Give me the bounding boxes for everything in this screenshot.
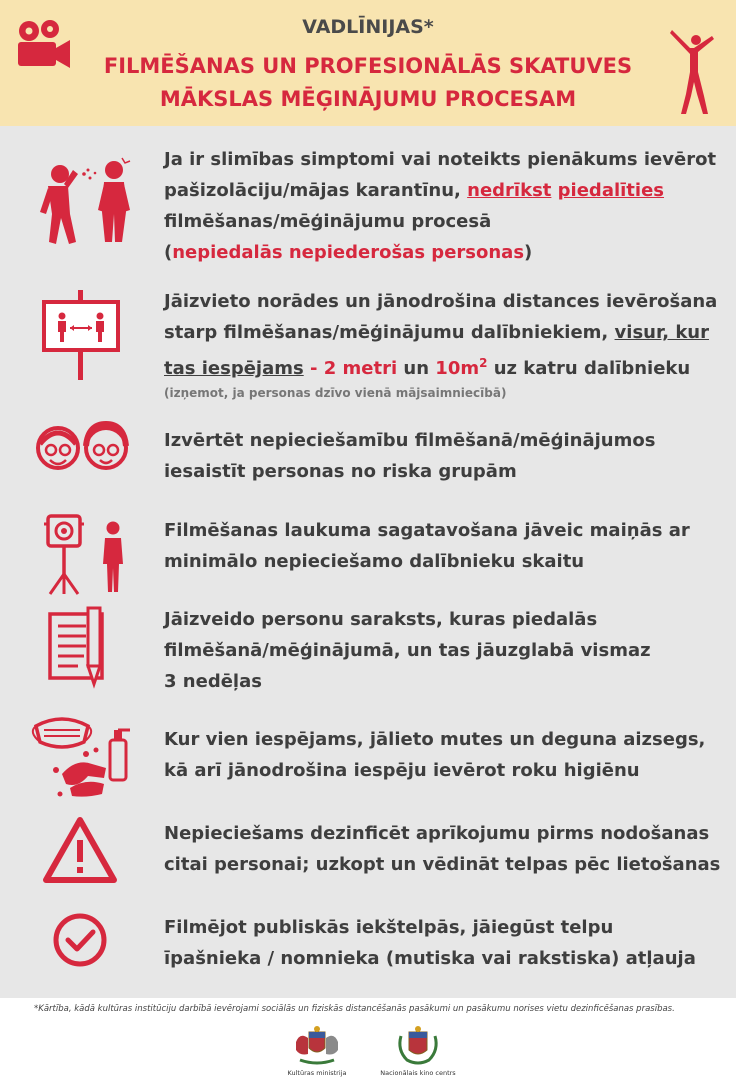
not-allowed-text: nedrīkst	[467, 180, 552, 201]
guideline-7-line-1: Nepieciešams dezinficēt aprīkojumu pirms nodošanas	[164, 823, 710, 844]
latvia-coat-of-arms-icon	[292, 1024, 342, 1068]
per-participant-text: uz katru dalībnieku	[487, 358, 691, 379]
guideline-8	[164, 912, 724, 974]
guideline-6-line-1: Kur vien iespējams, jālieto mutes un deguna aizsegs,	[164, 729, 706, 750]
document-pencil-icon	[26, 604, 136, 700]
guideline-1-line-3: filmēšanas/mēģinājumu procesā	[164, 211, 492, 232]
national-film-centre-logo-icon	[393, 1024, 443, 1068]
paren-close: )	[524, 242, 533, 263]
guideline-3-line-2: iesaistīt personas no riska grupām	[164, 461, 517, 482]
possible-text: tas iespējams	[164, 358, 304, 379]
guideline-5-line-3: 3 nedēļas	[164, 671, 262, 692]
warning-triangle-icon	[26, 810, 136, 906]
two-meters-text: 2 metri	[323, 358, 398, 379]
guideline-4	[164, 515, 724, 577]
guideline-1-line-4	[164, 237, 724, 268]
ministry-logo-label: Kultūras ministrija	[287, 1069, 347, 1077]
guidelines-panel	[0, 126, 736, 998]
guideline-7-line-2: citai personai; uzkopt un vēdināt telpas pēc lietošanas	[164, 854, 721, 875]
guideline-5-line-1: Jāizveido personu saraksts, kuras piedalās	[164, 609, 598, 630]
guideline-2-line-3	[164, 348, 724, 384]
guideline-2-line-1: Jāizvieto norādes un jānodrošina distances ievērošana	[164, 291, 718, 312]
dash-text: -	[303, 358, 324, 379]
title-line-1: FILMĒŠANAS UN PROFESIONĀLĀS SKATUVES	[103, 54, 633, 78]
and-text: un	[397, 358, 436, 379]
guideline-2-line-2	[164, 317, 724, 348]
participate-text: piedalīties	[557, 180, 665, 201]
guideline-5	[164, 604, 724, 697]
guideline-5-line-2: filmēšanā/mēģinājumā, un tas jāuzglabā vismaz	[164, 640, 651, 661]
guideline-8-line-2: īpašnieka / nomnieka (mutiska vai rakstiska) atļauja	[164, 948, 696, 969]
footnote: *Kārtība, kādā kultūras institūciju darbībā ievērojami sociālās un fiziskās distancēšanās pasākumi un pasākumu norises vietu dezinficēšanas prasības.	[34, 1004, 675, 1014]
mask-handwash-icon	[26, 708, 136, 804]
title-line-2: MĀKSLAS MĒĢINĀJUMU PROCESAM	[159, 87, 577, 111]
paren-open: (	[164, 242, 173, 263]
guideline-6-line-2: kā arī jānodrošina iespēju ievērot roku higiēnu	[164, 760, 640, 781]
guideline-2-text: starp filmēšanas/mēģinājumu dalībniekiem,	[164, 322, 615, 343]
spotlight-person-icon	[26, 504, 136, 600]
guideline-7	[164, 818, 724, 880]
film-centre-logo-label: Nacionālais kino centrs	[380, 1069, 456, 1077]
elderly-people-icon	[26, 416, 136, 512]
guideline-1-text: pašizolāciju/mājas karantīnu,	[164, 180, 468, 201]
dancer-icon	[668, 26, 718, 118]
guideline-8-line-1: Filmējot publiskās iekštelpās, jāiegūst telpu	[164, 917, 614, 938]
checkmark-circle-icon	[26, 904, 136, 1000]
ten-m-text: 10m	[435, 358, 480, 379]
guideline-6	[164, 724, 724, 786]
guideline-1-line-2	[164, 175, 724, 206]
guideline-3-line-1: Izvērtēt nepieciešamību filmēšanā/mēģinājumos	[164, 430, 656, 451]
guideline-2	[164, 286, 724, 402]
sick-person-icon	[26, 156, 136, 252]
guideline-4-line-2: minimālo nepieciešamo dalībnieku skaitu	[164, 551, 585, 572]
header-kicker: VADLĪNIJAS*	[302, 16, 434, 38]
household-note: (izņemot, ja personas dzīvo vienā mājsaimniecībā)	[164, 386, 507, 400]
guideline-3	[164, 425, 724, 487]
header-banner	[0, 0, 736, 126]
page-title	[0, 50, 736, 116]
outsiders-text: nepiedalās nepiederošas personas	[172, 242, 525, 263]
guideline-1	[164, 144, 724, 268]
footer	[0, 998, 736, 1080]
squared-text: 2	[479, 356, 488, 370]
guideline-4-line-1: Filmēšanas laukuma sagatavošana jāveic maiņās ar	[164, 520, 690, 541]
everywhere-text: visur, kur	[614, 322, 709, 343]
guideline-1-line-1: Ja ir slimības simptomi vai noteikts pienākums ievērot	[164, 149, 717, 170]
distance-sign-icon	[26, 286, 136, 382]
